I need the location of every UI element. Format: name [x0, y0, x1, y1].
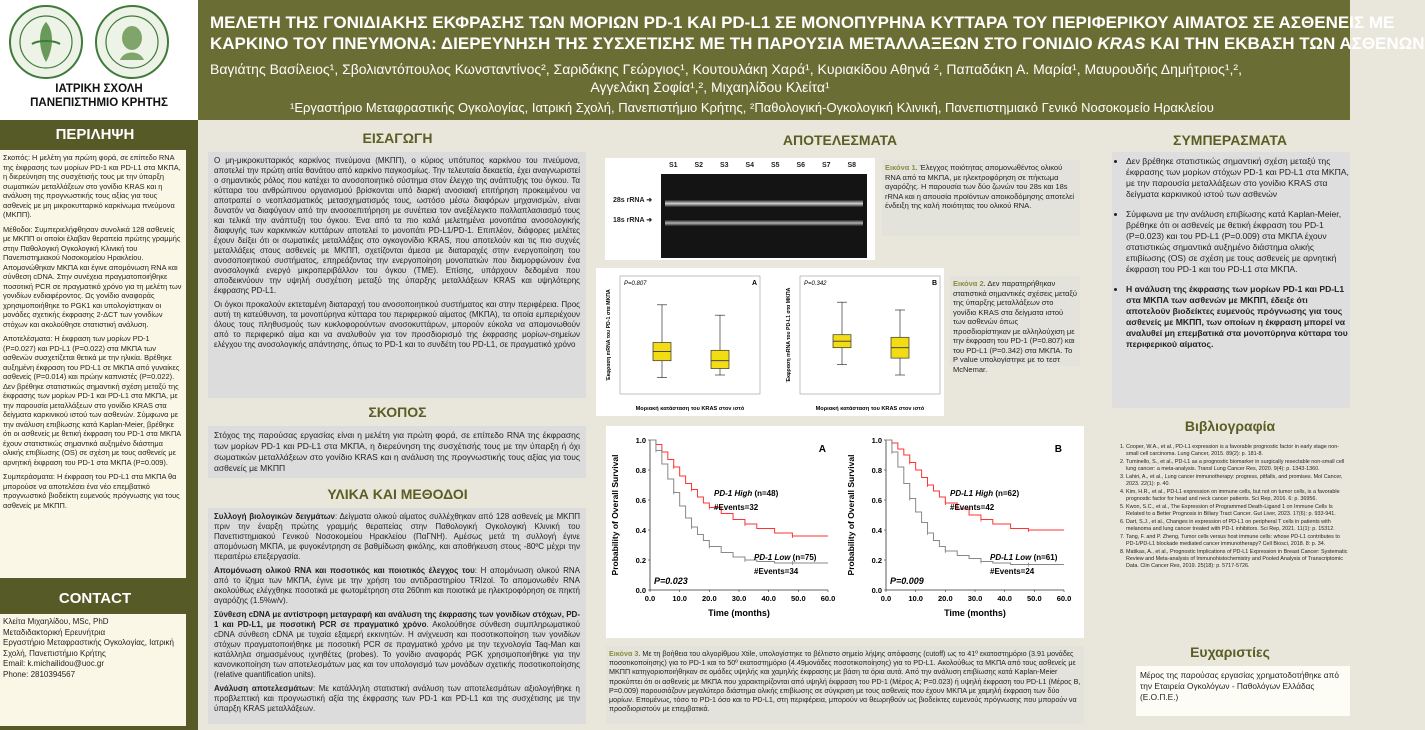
km-y-tick-label: 0.6	[871, 496, 882, 505]
boxplot-panel-label: A	[752, 280, 758, 287]
km-p-value: P=0.009	[890, 576, 924, 586]
contact-heading: CONTACT	[58, 590, 132, 607]
contact-lab: Εργαστήριο Μεταφραστικής Ογκολογίας, Ιατρική Σχολή, Πανεπιστήμιο Κρήτης	[3, 638, 174, 658]
figure-3-label: Εικόνα 3	[609, 649, 639, 658]
km-y-tick-label: 0.0	[635, 586, 646, 595]
km-x-tick-label: 20.0	[702, 594, 717, 603]
boxplot-x-axis-label: Μοριακή κατάσταση του KRAS στον ιστό	[635, 406, 745, 412]
km-series-name-text: PD-L1 High	[950, 489, 994, 498]
reference-item: 3. Lahiri, A., et al., Lung cancer immunotherapy: progress, pitfalls, and promises. Mol Cancer, 2023. 22(1): p. 40.	[1126, 474, 1350, 488]
title-line-1: ΜΕΛΕΤΗ ΤΗΣ ΓΟΝΙΔΙΑΚΗΣ ΕΚΦΡΑΣΗΣ ΤΩΝ ΜΟΡΙΩΝ PD-1 ΚΑΙ PD-L1 ΣΕ ΜΟΝΟΠΥΡΗΝΑ ΚΥΤΤΑΡΑ ΤΟΥ ΠΕΡΙΦΕΡΙΚΟΥ ΑΙΜΑΤΟΣ ΣΕ ΑΣΘΕΝΕΙΣ ΜΕ	[210, 13, 1395, 32]
figure-2-label: Εικόνα 2	[953, 279, 984, 288]
boxplot-frame	[800, 276, 940, 394]
km-x-tick-label: 10.0	[672, 594, 687, 603]
intro-heading: ΕΙΣΑΓΩΓΗ	[362, 130, 433, 146]
conclusion-1: • Δεν βρέθηκε στατιστικώς σημαντική σχέση μεταξύ της έκφρασης των μορίων στόχων PD-1 και PD-L1 στα ΜΚΠΑ, με την παρουσία μεταλλάξεων στο γονίδιο KRAS στα δείγματα καρκινικού ιστού των ασθενών	[1126, 156, 1350, 200]
km-x-tick-label: 50.0	[1027, 594, 1042, 603]
poster-title	[210, 12, 1425, 54]
km-series-events: #Events=32	[714, 503, 759, 512]
title-line-2-part-a: ΚΑΡΚΙΝΟ ΤΟΥ ΠΝΕΥΜΟΝΑ: ΔΙΕΡΕΥΝΗΣΗ ΤΗΣ ΣΥΣΧΕΤΙΣΗΣ ΜΕ ΤΗ ΠΑΡΟΥΣΙΑ ΜΕΤΑΛΛΑΞΕΩΝ ΣΤΟ ΓΟΝΙΔΙΟ	[210, 34, 1098, 53]
conclusions-list	[1116, 156, 1350, 350]
methods-box	[208, 508, 586, 724]
km-p-value: P=0.023	[654, 576, 688, 586]
km-y-tick-label: 0.2	[635, 556, 646, 565]
summary-heading: ΠΕΡΙΛΗΨΗ	[55, 126, 135, 143]
methods-item-1-text: : Δείγματα ολικού αίματος συλλέχθηκαν από 128 ασθενείς με ΜΚΠΠ πριν την έναρξη πρώτης γραμμής θεραπείας στην Παθολογική Ογκολογική Κλινική του Πανεπιστημιακού Γενικού Νοσοκομείου Ηρακλείου (ΠαΓΝΗ). Αμέσως μετά τη συλλογή έγινε απομόνωση ΜΚΠΑ, με φυγοκέντρηση σε βαθμίδωση φικόλης, και αποθήκευση στους -80ºC μέχρι την περαιτέρω επεξεργασία.	[214, 512, 581, 561]
gel-band-28s	[665, 200, 863, 207]
summary-box	[0, 150, 186, 578]
figure-1-caption-text: . Έλεγχος ποιότητας απομονωθέντος ολικού RNA από τα ΜΚΠΑ, με ηλεκτροφόρηση σε πήκτωμα αγαρόζης. Η παρουσία των δύο ζωνών του 28s και 18s rRNA και η απουσία προϊόντων αποικοδόμησης αποτελεί ένδειξη της καλή ποιότητας του ολικού RNA.	[885, 163, 1075, 210]
thanks-heading: Ευχαριστίες	[1190, 644, 1270, 660]
figure-1-label: Εικόνα 1	[885, 163, 916, 172]
contact-email[interactable]: Email: k.michailidou@uoc.gr	[3, 659, 105, 668]
reference-item: 7. Tang, F. and P. Zheng, Tumor cells versus host immune cells: whose PD-L1 contributes to PD-1/PD-L1 blockade mediated cancer immunotherapy? Cell Biosci, 2018. 8: p. 34.	[1126, 534, 1350, 548]
km-x-tick-label: 60.0	[820, 594, 836, 603]
gel-lane-label: S1	[669, 162, 678, 169]
authors-line-1: Βαγιάτης Βασίλειος¹, Σβολιαντόπουλος Κωνσταντίνος², Σαριδάκης Γεώργιος¹, Κουτουλάκη Χαρά¹, Κυριακίδου Αθηνά ², Παπαδάκη Α. Μαρία¹, Μαυρουδής Δημήτριος¹,²,	[210, 61, 1242, 77]
boxplot-box	[711, 350, 729, 368]
figure-3-caption-text: . Με τη βοήθεια του αλγορίθμου Xtile, υπολογίστηκε το βέλτιστο σημείο λήψης απόφασης (cutoff) ως το 41º εκατοστημόριο (3.91 μονάδες ποσοτικοποίησης) για το PD-1 και το 50º εκατοστημόριο (4.49μονάδες ποσοτικοποίησης) για το PD-L1. Ακολούθως τα ΜΚΠΑ από τους ασθενείς με ΜΚΠΠ κατηγοριοποιήθηκαν σε ομάδες υψηλής και χαμηλής έκφρασης με βάση τα όρια αυτά. Από την ανάλυση επιβίωσης κατά Kaplan-Meier προκύπτει ότι οι ασθενείς με ΜΚΠΑ που χαρακτηρίζονται από υψηλή έκφραση του PD-1 (Μέρος Α; P=0.023) ή υψηλή έκφραση του PD-L1 (Μέρος Β, P=0.009) παρουσιάζουν μεγαλύτερο διάστημα ολικής επιβίωσης σε σύγκριση με τους ασθενείς που έχουν ΜΚΠΑ με χαμηλή έκφραση των δύο μορίων. Επομένως, τόσο το PD-1 όσο και το PD-L1, στη περιφέρεια, μπορούν να θεωρηθούν ως βιοδείκτες ευμενούς πρόγνωσης που μπορούν να προσδιοριστούν με επεμβατικά.	[609, 649, 1081, 714]
km-x-tick-label: 30.0	[967, 594, 983, 603]
contact-role: Μεταδιδακτορική Ερευνήτρια	[3, 627, 106, 637]
reference-item: 1. Cooper, W.A., et al., PD-L1 expression is a favorable prognostic factor in early stage non-small cell carcinoma. Lung Cancer, 2015. 89(2): p. 181-8.	[1126, 444, 1350, 458]
gel-image	[661, 174, 867, 258]
boxplot-panel	[596, 268, 944, 416]
km-series-line	[650, 440, 828, 563]
reference-item: 4. Kim, H.R., et al., PD-L1 expression on immune cells, but not on tumor cells, is a favorable prognostic factor for head and neck cancer patients. Sci Rep, 2016. 6: p. 36956.	[1126, 489, 1350, 503]
gel-lane-label: S4	[745, 162, 755, 169]
aim-box: Στόχος της παρούσας εργασίας είναι η μελέτη για πρώτη φορά, σε επίπεδο RNA της έκφρασης των μορίων PD-1 και PD-L1 στα ΜΚΠΑ, η διερεύνηση της συσχέτισής τους με την ύπαρξη ή όχι σωματικών μεταλλάξεων στο γονίδιο KRAS και η ανάλυση της προγνωστικής τους αξίας για τους ασθενείς με ΜΚΠΠ	[208, 426, 586, 478]
thanks-box: Μέρος της παρούσας εργασίας χρηματοδοτήθηκε από την Εταιρεία Ογκολόγων - Παθολόγων Ελλάδας (Ε.Ο.Π.Ε.)	[1136, 666, 1350, 716]
km-y-tick-label: 0.6	[635, 496, 646, 505]
gel-label-18s	[613, 216, 652, 224]
km-series-n: (n=75)	[790, 553, 817, 562]
km-x-tick-label: 40.0	[997, 594, 1012, 603]
km-x-tick-label: 50.0	[791, 594, 806, 603]
km-x-tick-label: 20.0	[938, 594, 953, 603]
methods-item-1-title: Συλλογή βιολογικών δειγμάτων	[214, 512, 336, 521]
km-x-tick-label: 40.0	[761, 594, 776, 603]
km-x-tick-label: 0.0	[644, 594, 656, 603]
km-series-name-text: PD-L1 Low	[990, 553, 1032, 562]
school-name	[0, 82, 198, 110]
methods-item-3-text: . Ακολούθησε σύνθεση συμπληρωματικού cDNA σύνθεση cDNA με τυχαία εξαμερή εκκινητών. Η ανίχνευση και ποσοτικοποίηση των γονιδίων στόχων πραγματοποιήθηκε με ποσοτική PCR σε πραγματικό χρόνο με την τεχνολογία Taq-Man και κατάλληλα σημασμένους ιχνηθέτες (probes). Το γονίδιο αναφοράς PGK χρησιμοποιήθηκε για την κανονικοποίηση των αποτελεσμάτων μας και τον υπολογισμό των μονάδων σχετικής ποσοτικοποίησης (relative quantification units).	[214, 620, 581, 679]
references-list	[1112, 444, 1350, 570]
methods-item-2-title: Απομόνωση ολικού RNA και ποσοτικός και ποιοτικός έλεγχος του	[214, 566, 475, 575]
km-y-tick-label: 1.0	[635, 436, 646, 445]
km-series-n: (n=48)	[752, 489, 779, 498]
arrow-icon: ➜	[646, 197, 653, 204]
figure-3-caption	[606, 646, 1084, 724]
reference-item: 2. Tuminello, S., et al., PD-L1 as a prognostic biomarker in surgically resectable non-small cell lung cancer: a meta-analysis. Transl Lung Cancer Res, 2020. 9(4): p. 1343-1360.	[1126, 459, 1350, 473]
methods-item-2-text: : Η απομόνωση ολικού RNA από το ίζημα των ΜΚΠΑ, έγινε με την χρήση του αντιδραστηρίου TRIzol. Το απομονωθέν RNA ακολούθως ελέγχθηκε ποσοτικά με φωτομέτρηση στα 260nm και ποιοτικά με ηλεκτροφόρηση σε πηκτή αγαρόζης (1.5%w/v).	[214, 566, 580, 605]
reference-item: 6. Dart, S.J., et al., Changes in expression of PD-L1 on peripheral T cells in patients with melanoma and lung cancer treated with PD-1 inhibitors. Sci Rep, 2021. 11(1): p. 15312.	[1126, 519, 1350, 533]
figure-1-caption	[882, 160, 1080, 236]
methods-item-3-title: Σύνθεση cDNA με αντίστροφη μεταγραφή και ανάλυση της έκφρασης των γονιδίων στόχων, PD-1 και PD-L1, με ποσοτική PCR σε πραγματικό χρόνο	[214, 610, 580, 629]
gel-lane-label: S3	[720, 162, 729, 169]
boxplot-chart	[596, 268, 944, 416]
km-series-events: #Events=42	[950, 503, 995, 512]
logo-area	[0, 0, 198, 120]
contact-phone: Phone: 2810394567	[3, 669, 76, 679]
arrow-icon: ➜	[646, 217, 653, 224]
km-y-tick-label: 0.8	[871, 466, 882, 475]
boxplot-y-axis-label: Έκφραση mRNA του PD-1 στα ΜΚΠΑ	[606, 289, 612, 381]
reference-item: 5. Kwon, S.C., et al., The Expression of Programmed Death-Ligand 1 on Immune Cells Is Related to a Better Prognosis in Biliary Tract Cancer. Gut Liver, 2023. 17(6): p. 933-941.	[1126, 504, 1350, 518]
authors-line-2: Αγγελάκη Σοφία¹,², Μιχαηλίδου Κλείτα¹	[590, 79, 830, 95]
references-heading: Βιβλιογραφία	[1184, 418, 1276, 434]
survival-chart	[606, 426, 1084, 638]
conclusions-box	[1112, 152, 1350, 408]
gel-label-28s	[613, 196, 652, 204]
km-series-name-text: PD-1 Low	[754, 553, 791, 562]
km-series-line	[886, 440, 1064, 530]
poster-header	[0, 0, 1425, 120]
gel-lane-label: S5	[771, 162, 780, 169]
results-heading: ΑΠΟΤΕΛΕΣΜΑΤΑ	[782, 132, 898, 148]
boxplot-x-axis-label: Μοριακή κατάσταση του KRAS στον ιστό	[815, 406, 925, 412]
km-series-name	[990, 553, 1058, 562]
references-box	[1112, 444, 1350, 636]
methods-item-3	[214, 610, 580, 680]
km-y-tick-label: 0.4	[871, 526, 882, 535]
contact-name: Κλείτα Μιχαηλίδου, MSc, PhD	[3, 617, 109, 626]
gel-lane-label: S2	[694, 162, 704, 169]
km-series-name	[754, 553, 817, 562]
methods-item-4-text: : Με κατάλληλη στατιστική ανάλυση των αποτελεσμάτων αξιολογήθηκε η προβλεπτική και προγνωστική αξία της έκφρασης των PD-1 και PD-L1 και της συσχέτισης με την ύπαρξη KRAS μεταλλάξεων.	[214, 684, 580, 713]
authors	[210, 60, 1360, 96]
intro-paragraph-2: Οι όγκοι προκαλούν εκτεταμένη διαταραχή του ανοσοποιητικού συστήματος και στην περιφέρεια. Προς αυτή τη κατεύθυνση, τα μονοπύρηνα κύτταρα του περιφερικού αίματος (ΜΚΠΑ), τα οποία εμπεριέχουν όλους τους πληθυσμούς των κυκλοφορούντων ανοσοκυττάρων, μπορούν εύκολα να απομονωθούν από το περιφερικό αίμα και να αναλυθούν για τον προσδιορισμό της έκφρασης μορίων-σημείων ελέγχου της ανοσολογικής απάντησης, όπως το PD-1 και το συνδέτη του PD-L1, σε πραγματικό χρόνο	[214, 300, 580, 349]
intro-paragraph-1: Ο μη-μικροκυτταρικός καρκίνος πνεύμονα (ΜΚΠΠ), ο κύριος υπότυπος καρκίνου του πνεύμονα, αποτελεί την πρώτη αιτία θανάτου από καρκίνο παγκοσμίως. Την τελευταία δεκαετία, έχει αναγνωριστεί ο σημαντικός ρόλος που κατέχει το ανοσοποιητικό σύστημα στον έλεγχο της ανάπτυξης του όγκου. Τα κύτταρα του ανθρώπινου οργανισμού βρίσκονται υπό διαρκή ανοσιακή επιτήρηση προκειμένου να αποτραπεί ο νεοπλασματικός μετασχηματισμός τους, ωστόσο μέσω διαφόρων μηχανισμών, είναι δυνατόν να διαφύγουν από την ανοσοεπιτήρηση με συνέπεια τον ανεξέλεγκτο πολλαπλασιασμό τους και τελικά την ανάπτυξη του όγκου. Ένα από τα πιο καλά μελετημένα μονοπάτια ανοσολογικής διαφυγής των καρκινικών κυττάρων αποτελεί το μονοπάτι PD-L1/PD-1. Επιπλέον, διάφορες μελέτες έχουν δείξει ότι οι σωματικές μεταλλάξεις στο ογκογονίδιο KRAS, που αποτελούν και τις πιο συχνές μεταλλάξεις στους ασθενείς με ΜΚΠΠ, σχετίζονται άμεσα με διαταραχές στην ενεργοποίηση του ανοσοποιητικού συστήματος, επηρεάζοντας την ενεργοποίηση μονοπατιών που διαμορφώνουν ένα ανοσολογικά ενεργό μικροπεριβάλλον του όγκου (TME). Επίσης, υπάρχουν δεδομένα που αποδεικνύουν την υψηλή συσχέτιση μεταξύ της ύπαρξης μεταλλάξεων KRAS και υψηλότερης έκφρασης PD-L1.	[214, 156, 580, 295]
km-y-axis-label: Probability of Overall Survival	[610, 454, 620, 576]
conclusion-3: • Η ανάλυση της έκφρασης των μορίων PD-1 και PD-L1 στα ΜΚΠΑ των ασθενών με ΜΚΠΠ, έδειξε ότι αποτελούν βιοδείκτες ευμενούς πρόγνωσης για τους ασθενείς με ΜΚΠΠ, των οποίων η έκφραση μπορεί να αναλυθεί μη επεμβατικά στα μονοπύρηνα κύτταρα του περιφερικού αίματος.	[1126, 284, 1350, 350]
affiliations: ¹Εργαστήριο Μεταφραστικής Ογκολογίας, Ιατρική Σχολή, Πανεπιστήμιο Κρήτης, ²Παθολογική-Ογκολογική Κλινική, Πανεπιστημιακό Γενικό Νοσοκομείο Ηρακλείου	[290, 100, 1214, 115]
reference-item: 8. Matikas, A., et al., Prognostic Implications of PD-L1 Expression in Breast Cancer: Systematic Review and Meta-analysis of Immunohistochemistry and Pooled Analysis of Transcriptomic Data. Clin Cancer Res, 2019. 25(18): p. 5717-5726.	[1126, 549, 1350, 570]
title-line-2-part-b: ΚΑΙ ΤΗΝ ΕΚΒΑΣΗ ΤΩΝ ΑΣΘΕΝΩΝ	[1145, 34, 1425, 53]
title-line-2	[210, 33, 1425, 54]
gel-label-28s-text: 28s rRNA	[613, 197, 645, 204]
summary-conclusions: Συμπεράσματα: Η έκφραση του PD-L1 στα ΜΚΠΑ θα μπορούσε να αποτελέσει ένα νέο επεμβατικό προγνωστικό βιοδείκτη ευμενούς πρόγνωσης για τους ασθενείς με ΜΚΠΠ.	[3, 472, 180, 510]
km-series-events: #Events=34	[754, 567, 799, 576]
methods-item-4	[214, 684, 580, 714]
methods-heading: ΥΛΙΚΑ ΚΑΙ ΜΕΘΟΔΟΙ	[327, 486, 468, 502]
conclusion-2: • Σύμφωνα με την ανάλυση επιβίωσης κατά Kaplan-Meier, βρέθηκε ότι οι ασθενείς με θετική έκφραση του PD-1 (P=0.023) και του PD-L1 (P=0.009) στα ΜΚΠΑ έχουν στατιστικώς σημαντικά αυξημένο διάστημα ολικής επιβίωσης (OS) σε σχέση με τους ασθενείς με αρνητική έκφραση του PD-1 και του PD-L1 στα ΜΚΠΑ.	[1126, 209, 1350, 275]
methods-item-2	[214, 566, 580, 606]
km-panel-label: B	[1054, 444, 1062, 455]
km-x-tick-label: 60.0	[1056, 594, 1072, 603]
km-y-axis-label: Probability of Overall Survival	[846, 454, 856, 576]
conclusions-heading: ΣΥΜΠΕΡΑΣΜΑΤΑ	[1173, 132, 1287, 148]
km-panel-label: A	[818, 444, 826, 455]
km-x-tick-label: 0.0	[880, 594, 892, 603]
left-column	[0, 120, 198, 730]
km-series-n: (n=62)	[993, 489, 1020, 498]
gel-lane-label: S8	[847, 162, 857, 169]
figure-2-caption-text: . Δεν παρατηρήθηκαν στατιστικά σημαντικές σχέσεις μεταξύ της ύπαρξης μεταλλάξεων στο γονίδιο KRAS στα δείγματα ιστού των ασθενών όπως προσδιορίστηκαν με αλληλούχιση με την έκφραση του PD-1 (P=0.807) και του PD-L1 (P=0.342) στα ΜΚΠΑ. Το P value υπολογίστηκε με το τεστ McNemar.	[953, 279, 1077, 374]
km-x-tick-label: 30.0	[731, 594, 747, 603]
km-y-tick-label: 0.2	[871, 556, 882, 565]
boxplot-p-value: P=0.342	[804, 281, 827, 287]
km-y-tick-label: 0.4	[635, 526, 646, 535]
km-series-n: (n=61)	[1031, 553, 1058, 562]
km-x-axis-label: Time (months)	[944, 608, 1006, 618]
boxplot-frame	[620, 276, 760, 394]
school-line-1: ΙΑΤΡΙΚΗ ΣΧΟΛΗ	[55, 83, 143, 95]
title-gene-name: KRAS	[1097, 34, 1146, 53]
km-y-tick-label: 0.0	[871, 586, 882, 595]
boxplot-p-value: P=0.807	[624, 281, 647, 287]
faculty-seal-icon	[8, 4, 84, 80]
school-line-2: ΠΑΝΕΠΙΣΤΗΜΙΟ ΚΡΗΤΗΣ	[30, 97, 168, 109]
methods-item-4-title: Ανάλυση αποτελεσμάτων	[214, 684, 313, 693]
km-series-events: #Events=24	[990, 567, 1035, 576]
km-series-line	[650, 440, 828, 536]
gel-panel	[605, 158, 875, 260]
boxplot-y-axis-label: Έκφραση mRNA του PD-L1 στα ΜΚΠΑ	[786, 287, 792, 383]
survival-panel	[606, 426, 1084, 638]
summary-purpose: Σκοπός: Η μελέτη για πρώτη φορά, σε επίπεδο RNA της έκφρασης των μορίων PD-1 και PD-L1 στα ΜΚΠΑ, η διερεύνηση της συσχέτισής τους με την ύπαρξη σωματικών μεταλλάξεων στο γονίδιο KRAS και η ανάλυση της προγνωστικής τους αξίας για τους ασθενείς με μη μικροκυτταρικό καρκίνωμα πνεύμονα (ΜΚΠΠ).	[3, 153, 181, 219]
km-series-name	[950, 489, 1019, 498]
contact-box	[0, 614, 186, 726]
methods-item-1	[214, 512, 580, 562]
gel-lane-label: S7	[822, 162, 831, 169]
boxplot-panel-label: B	[932, 280, 938, 287]
university-seal-icon	[94, 4, 170, 80]
summary-results: Αποτελέσματα: Η έκφραση των μορίων PD-1 (P=0.027) και PD-L1 (P=0.022) στα ΜΚΠΑ των ασθενών συσχετίζεται θετικά με την ηλικία. Βρέθηκε αυξημένη έκφραση του PD-L1 σε ΜΚΠΑ από γυναίκες ασθενείς (P=0.014) και πρώην καπνιστές (P=0.022). Δεν βρέθηκε στατιστικώς σημαντική σχέση μεταξύ της έκφρασης των μορίων PD-1 και PD-L1 στα ΜΚΠΑ, με την παρουσία μεταλλάξεων στο γονίδιο KRAS στα δείγματα καρκινικού ιστού των ασθενών. Σύμφωνα με την ανάλυση επιβίωσης κατά Kaplan-Meier, βρέθηκε ότι οι ασθενείς με θετική έκφραση του PD-1 στα ΜΚΠΑ έχουν στατιστικώς σημαντικά αυξημένο διάστημα ολικής επιβίωσης (OS) σε σχέση με τους ασθενείς με αρνητική έκφραση του PD-1 στα ΜΚΠΑ (P=0.009).	[3, 334, 181, 467]
gel-band-18s	[665, 220, 863, 226]
figure-2-caption	[950, 276, 1080, 374]
aim-heading: ΣΚΟΠΟΣ	[368, 404, 427, 420]
km-x-axis-label: Time (months)	[708, 608, 770, 618]
gel-lane-label: S6	[796, 162, 806, 169]
km-y-tick-label: 1.0	[871, 436, 882, 445]
intro-box	[208, 152, 586, 398]
km-series-name-text: PD-1 High	[714, 489, 753, 498]
km-y-tick-label: 0.8	[635, 466, 646, 475]
km-x-tick-label: 10.0	[908, 594, 923, 603]
gel-label-18s-text: 18s rRNA	[613, 217, 645, 224]
km-series-name	[714, 489, 779, 498]
summary-methods: Μέθοδοι: Συμπεριελήφθησαν συνολικά 128 ασθενείς με ΜΚΠΠ οι οποίοι έλαβαν θεραπεία πρώτης γραμμής στην Παθολογική Ογκολογική Κλινική του Πανεπιστημιακού Νοσοκομείου Ηρακλείου. Απομονώθηκαν ΜΚΠΑ και έγινε απομόνωση RNA και σύνθεση cDNA. Στην συνέχεια πραγματοποιήθηκε ποσοτική PCR σε πραγματικό χρόνο για τη μελέτη των γονιδίων ενδιαφέροντος. Ως γονίδιο αναφοράς χρησιμοποιήθηκε το PGK1 και υπολογίστηκαν οι μονάδες σχετικής έκφρασης 2-ΔCT των γονιδίων στόχων και ακολούθησε στατιστική ανάλυση.	[3, 224, 182, 329]
